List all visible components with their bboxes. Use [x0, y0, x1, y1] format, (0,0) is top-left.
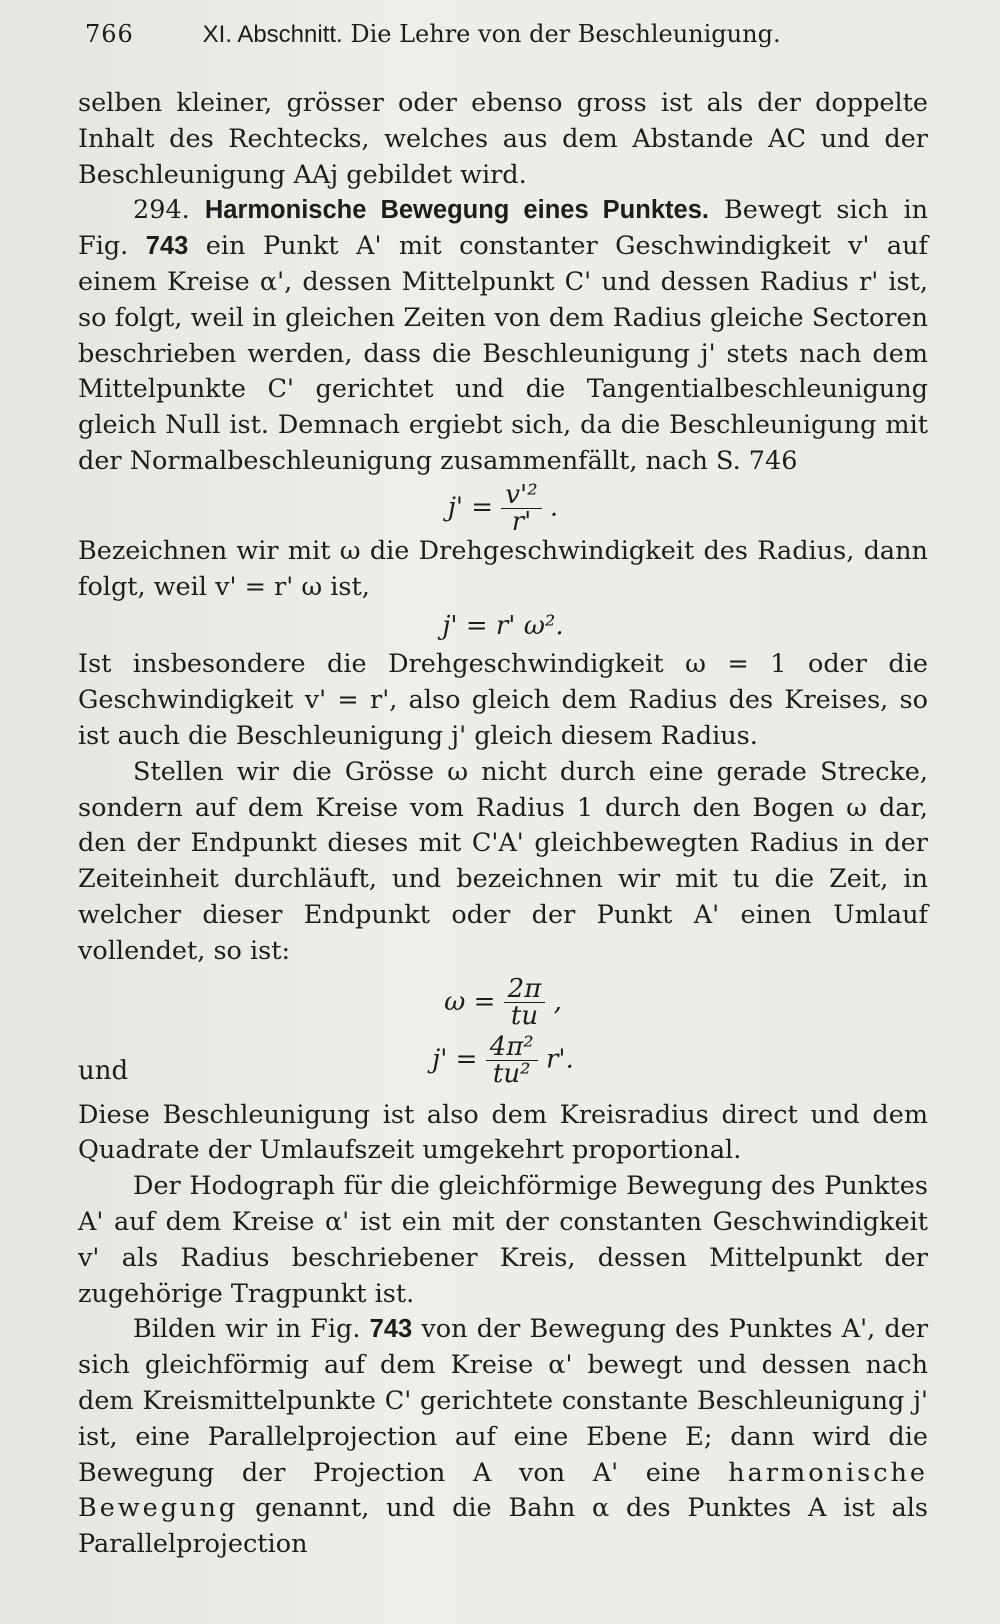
fraction — [486, 1031, 538, 1089]
running-title: Die Lehre von der Beschleunigung. — [350, 20, 781, 48]
running-header — [85, 20, 940, 49]
paragraph-continuation: selben kleiner, grösser oder ebenso gross ist als der doppelte Inhalt des Rechtecks, welches aus dem Abstande AC und der Beschleunigung AAj gebildet wird. — [78, 88, 928, 190]
equation-end: . — [549, 492, 559, 523]
denominator: tu — [510, 1001, 539, 1032]
section-heading: Harmonische Bewegung eines Punktes. — [204, 196, 709, 225]
figure-reference: 743 — [369, 1315, 413, 1344]
equation-lhs: j' = — [432, 1044, 478, 1075]
fraction — [504, 974, 546, 1032]
equation-end: , — [553, 986, 562, 1017]
paragraph-text: Bilden wir in Fig. — [133, 1314, 361, 1345]
equation-lhs: j' = — [447, 492, 494, 523]
paragraph-angular-velocity: Bezeichnen wir mit ω die Drehgeschwindigkeit des Radius, dann folgt, weil v' = r' ω ist, — [78, 535, 928, 602]
equation-end: r'. — [546, 1044, 574, 1075]
numerator: v'² — [501, 482, 541, 509]
equation-omega — [78, 972, 928, 1032]
paragraph-text: genannt, und die Bahn α des Punktes A ist als Parallelprojection — [78, 1493, 929, 1560]
equation-acceleration — [78, 479, 928, 537]
paragraph-hodograph: Der Hodograph für die gleichförmige Bewegung des Punktes A' auf dem Kreise α' ist ein mit der constanten Geschwindigkeit v' als Radius beschriebener Kreis, dessen Mittelpunkt der zugehörige Tragpunkt ist. — [78, 1171, 928, 1309]
equation-r-omega: j' = r' ω². — [442, 611, 564, 642]
emphasized-term: harmonische Bewegung — [78, 1457, 929, 1524]
numerator: 2π — [504, 976, 546, 1003]
paragraph-294 — [78, 193, 928, 479]
paragraph-text: Bewegt sich in Fig. — [78, 195, 929, 262]
conjunction-und: und — [78, 1055, 129, 1086]
section-label: XI. Abschnitt. — [202, 21, 343, 48]
equation-period-acceleration — [78, 1031, 928, 1096]
paragraph-proportional: Diese Beschleunigung ist also dem Kreisradius direct und dem Quadrate der Umlaufszeit umgekehrt proportional. — [78, 1099, 928, 1166]
fraction — [501, 479, 541, 537]
paragraph-projection — [78, 1312, 928, 1563]
denominator: r' — [511, 506, 532, 537]
figure-reference: 743 — [145, 232, 189, 261]
paragraph-revolution: Stellen wir die Grösse ω nicht durch eine gerade Strecke, sondern auf dem Kreise vom Radius 1 durch den Bogen ω dar, den der Endpunkt dieses mit C'A' gleichbewegten Radius in der Zeiteinheit durchläuft, und bezeichnen wir mit tu die Zeit, in welcher dieser Endpunkt oder der Punkt A' einen Umlauf vollendet, so ist: — [78, 756, 928, 966]
denominator: tu² — [492, 1058, 531, 1089]
paragraph-text: ein Punkt A' mit constanter Geschwindigkeit v' auf einem Kreise α', dessen Mittelpunkt C' und dessen Radius r' ist, so folgt, weil in gleichen Zeiten von dem Radius gleiche Sectoren beschrieben werden, dass die Beschleunigung j' stets nach dem Mittelpunkte C' gerichtet und die Tangentialbeschleunigung gleich Null ist. Demnach ergiebt sich, da die Beschleunigung mit der Normalbeschleunigung zusammenfällt, nach S. 746 — [78, 231, 928, 476]
paragraph-special-case: Ist insbesondere die Drehgeschwindigkeit ω = 1 oder die Geschwindigkeit v' = r', also gleich dem Radius des Kreises, so ist auch die Beschleunigung j' gleich diesem Radius. — [78, 649, 928, 751]
section-number: 294. — [133, 195, 190, 226]
paragraph-text: von der Bewegung des Punktes A', der sich gleichförmig auf dem Kreise α' bewegt und dessen nach dem Kreismittelpunkte C' gerichtete constante Beschleunigung j' ist, eine Parallelprojection auf eine Ebene E; dann wird die Bewegung der Projection A von A' eine — [78, 1314, 929, 1488]
page-number: 766 — [85, 20, 134, 48]
numerator: 4π² — [486, 1034, 538, 1061]
equation-lhs: ω = — [444, 986, 496, 1017]
page-body — [78, 86, 928, 1563]
